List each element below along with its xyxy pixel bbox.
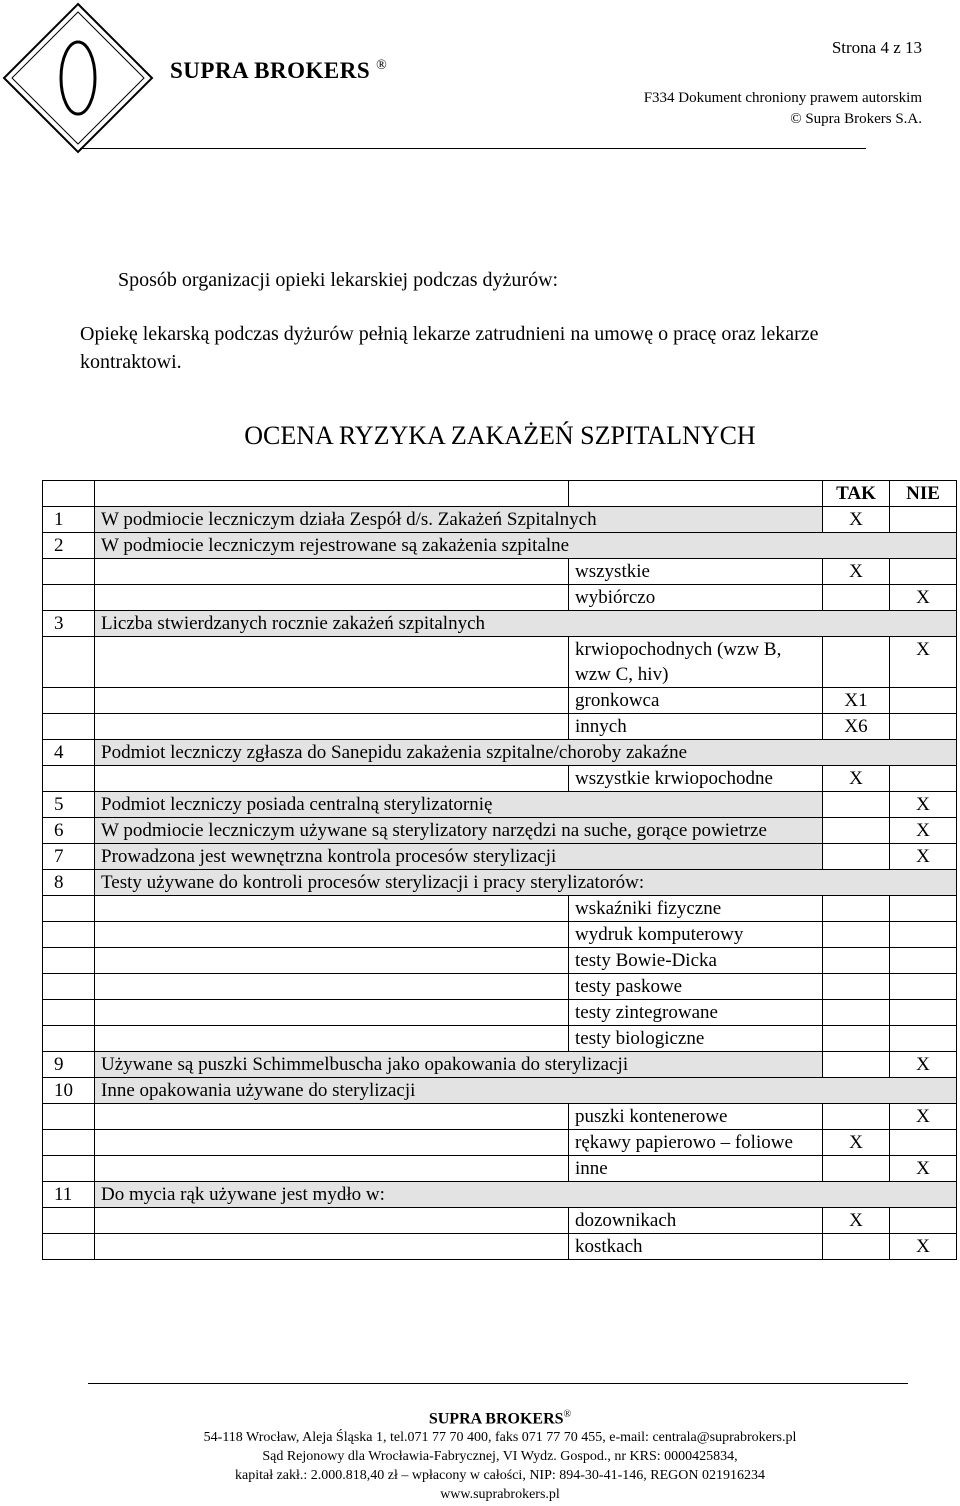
footer xyxy=(0,1405,960,1504)
empty-desc-cell xyxy=(95,714,569,740)
empty-desc-cell xyxy=(95,766,569,792)
answer-yes: X1 xyxy=(823,688,890,714)
answer-no xyxy=(890,922,957,948)
empty-num-cell xyxy=(43,559,95,585)
answer-yes xyxy=(823,585,890,611)
question-number: 2 xyxy=(43,533,95,559)
question-text: W podmiocie leczniczym używane są sterylizatory narzędzi na suche, gorące powietrze xyxy=(95,818,823,844)
question-number: 6 xyxy=(43,818,95,844)
question-text: Inne opakowania używane do sterylizacji xyxy=(95,1078,957,1104)
empty-desc-cell xyxy=(95,637,569,688)
answer-no xyxy=(890,714,957,740)
empty-desc-cell xyxy=(95,585,569,611)
answer-no: X xyxy=(890,637,957,688)
answer-no xyxy=(890,974,957,1000)
answer-no xyxy=(890,896,957,922)
empty-num-cell xyxy=(43,948,95,974)
risk-assessment-table xyxy=(42,480,957,1260)
option-row xyxy=(43,688,957,714)
answer-yes: X xyxy=(823,559,890,585)
section-title: OCENA RYZYKA ZAKAŻEŃ SZPITALNYCH xyxy=(244,421,756,450)
option-label: testy Bowie-Dicka xyxy=(569,948,823,974)
empty-desc-cell xyxy=(95,1130,569,1156)
answer-yes xyxy=(823,1156,890,1182)
option-label: kostkach xyxy=(569,1234,823,1260)
answer-no xyxy=(890,1130,957,1156)
question-text: Prowadzona jest wewnętrzna kontrola procesów sterylizacji xyxy=(95,844,823,870)
question-row xyxy=(43,1052,957,1078)
answer-no xyxy=(890,1208,957,1234)
empty-num-cell xyxy=(43,1234,95,1260)
question-text: Podmiot leczniczy zgłasza do Sanepidu zakażenia szpitalne/choroby zakaźne xyxy=(95,740,957,766)
option-row xyxy=(43,1130,957,1156)
empty-num-cell xyxy=(43,922,95,948)
empty-num-cell xyxy=(43,688,95,714)
empty-desc-cell xyxy=(95,974,569,1000)
answer-no xyxy=(890,559,957,585)
option-label: inne xyxy=(569,1156,823,1182)
empty-desc-cell xyxy=(95,1234,569,1260)
question-row xyxy=(43,1078,957,1104)
table-header-row xyxy=(43,481,957,507)
answer-yes xyxy=(823,637,890,688)
answer-yes xyxy=(823,818,890,844)
question-number: 3 xyxy=(43,611,95,637)
option-row xyxy=(43,1104,957,1130)
answer-no: X xyxy=(890,1234,957,1260)
answer-yes: X xyxy=(823,507,890,533)
document-protection-note xyxy=(644,88,922,130)
answer-no xyxy=(890,1026,957,1052)
empty-desc-cell xyxy=(95,1156,569,1182)
answer-yes xyxy=(823,792,890,818)
footer-capital: kapitał zakł.: 2.000.818,40 zł – wpłacony w całości, NIP: 894-30-41-146, REGON 021916234 xyxy=(235,1468,765,1484)
answer-yes xyxy=(823,896,890,922)
answer-no xyxy=(890,507,957,533)
answer-yes xyxy=(823,1000,890,1026)
empty-desc-cell xyxy=(95,1104,569,1130)
page-number: Strona 4 z 13 xyxy=(831,38,922,57)
question-row xyxy=(43,740,957,766)
option-row xyxy=(43,1234,957,1260)
empty-num-cell xyxy=(43,637,95,688)
option-row xyxy=(43,766,957,792)
header-desc-cell xyxy=(95,481,569,507)
answer-no: X xyxy=(890,1052,957,1078)
option-label: krwiopochodnych (wzw B, wzw C, hiv) xyxy=(569,637,823,688)
option-label: wybiórczo xyxy=(569,585,823,611)
question-text: Używane są puszki Schimmelbuscha jako opakowania do sterylizacji xyxy=(95,1052,823,1078)
option-label: puszki kontenerowe xyxy=(569,1104,823,1130)
question-row xyxy=(43,818,957,844)
option-row xyxy=(43,1208,957,1234)
answer-yes xyxy=(823,922,890,948)
footer-divider xyxy=(88,1383,908,1384)
option-row xyxy=(43,1026,957,1052)
care-organization-heading: Sposób organizacji opieki lekarskiej podczas dyżurów: xyxy=(118,269,559,291)
question-text: Do mycia rąk używane jest mydło w: xyxy=(95,1182,957,1208)
question-text: Testy używane do kontroli procesów sterylizacji i pracy sterylizatorów: xyxy=(95,870,957,896)
answer-no xyxy=(890,766,957,792)
question-number: 11 xyxy=(43,1182,95,1208)
supra-brokers-logo-icon xyxy=(0,0,160,160)
empty-desc-cell xyxy=(95,922,569,948)
question-row xyxy=(43,870,957,896)
option-label: wskaźniki fizyczne xyxy=(569,896,823,922)
empty-num-cell xyxy=(43,1104,95,1130)
option-row xyxy=(43,896,957,922)
copyright-line: © Supra Brokers S.A. xyxy=(790,111,922,127)
answer-yes xyxy=(823,1026,890,1052)
empty-num-cell xyxy=(43,766,95,792)
question-number: 9 xyxy=(43,1052,95,1078)
footer-brand: SUPRA BROKERS® xyxy=(428,1409,572,1428)
header-num-cell xyxy=(43,481,95,507)
answer-no: X xyxy=(890,844,957,870)
answer-no: X xyxy=(890,818,957,844)
empty-num-cell xyxy=(43,1130,95,1156)
answer-yes xyxy=(823,1234,890,1260)
option-label: testy biologiczne xyxy=(569,1026,823,1052)
empty-num-cell xyxy=(43,714,95,740)
header-no: NIE xyxy=(890,481,957,507)
empty-desc-cell xyxy=(95,1026,569,1052)
footer-address: 54-118 Wrocław, Aleja Śląska 1, tel.071 77 70 400, faks 071 77 70 455, e-mail: centrala@suprabrokers.pl xyxy=(203,1430,797,1446)
option-label: testy zintegrowane xyxy=(569,1000,823,1026)
header-yes: TAK xyxy=(823,481,890,507)
option-label: wszystkie krwiopochodne xyxy=(569,766,823,792)
option-label: gronkowca xyxy=(569,688,823,714)
option-label: rękawy papierowo – foliowe xyxy=(569,1130,823,1156)
option-row xyxy=(43,974,957,1000)
empty-num-cell xyxy=(43,896,95,922)
header-sub-cell xyxy=(569,481,823,507)
option-row xyxy=(43,948,957,974)
answer-no: X xyxy=(890,792,957,818)
empty-num-cell xyxy=(43,1026,95,1052)
question-number: 10 xyxy=(43,1078,95,1104)
empty-desc-cell xyxy=(95,559,569,585)
answer-yes: X6 xyxy=(823,714,890,740)
option-row xyxy=(43,714,957,740)
empty-num-cell xyxy=(43,585,95,611)
question-number: 5 xyxy=(43,792,95,818)
question-text: W podmiocie leczniczym rejestrowane są zakażenia szpitalne xyxy=(95,533,957,559)
question-row xyxy=(43,844,957,870)
option-row xyxy=(43,1000,957,1026)
empty-num-cell xyxy=(43,974,95,1000)
answer-yes xyxy=(823,948,890,974)
care-organization-text: Opiekę lekarską podczas dyżurów pełnią lekarze zatrudnieni na umowę o pracę oraz lekarze kontraktowi. xyxy=(80,323,819,373)
answer-yes: X xyxy=(823,1130,890,1156)
footer-court: Sąd Rejonowy dla Wrocławia-Fabrycznej, VI Wydz. Gospod., nr KRS: 0000425834, xyxy=(262,1449,738,1465)
empty-desc-cell xyxy=(95,1000,569,1026)
option-row xyxy=(43,559,957,585)
answer-yes xyxy=(823,1104,890,1130)
option-row xyxy=(43,585,957,611)
registered-mark: ® xyxy=(376,58,388,74)
brand-name: SUPRA BROKERS ® xyxy=(170,58,388,83)
question-row xyxy=(43,507,957,533)
question-row xyxy=(43,1182,957,1208)
answer-no xyxy=(890,1000,957,1026)
empty-desc-cell xyxy=(95,896,569,922)
empty-desc-cell xyxy=(95,948,569,974)
empty-desc-cell xyxy=(95,688,569,714)
empty-num-cell xyxy=(43,1156,95,1182)
answer-no: X xyxy=(890,585,957,611)
answer-yes: X xyxy=(823,1208,890,1234)
question-text: Liczba stwierdzanych rocznie zakażeń szpitalnych xyxy=(95,611,957,637)
answer-no xyxy=(890,688,957,714)
answer-yes xyxy=(823,844,890,870)
answer-no: X xyxy=(890,1156,957,1182)
doc-protection-line: F334 Dokument chroniony prawem autorskim xyxy=(643,90,922,106)
question-number: 1 xyxy=(43,507,95,533)
option-label: wszystkie xyxy=(569,559,823,585)
header-divider xyxy=(80,148,866,149)
empty-desc-cell xyxy=(95,1208,569,1234)
answer-yes xyxy=(823,1052,890,1078)
question-text: W podmiocie leczniczym działa Zespół d/s. Zakażeń Szpitalnych xyxy=(95,507,823,533)
option-row xyxy=(43,922,957,948)
empty-num-cell xyxy=(43,1000,95,1026)
option-row xyxy=(43,637,957,688)
question-number: 8 xyxy=(43,870,95,896)
option-row xyxy=(43,1156,957,1182)
option-label: dozownikach xyxy=(569,1208,823,1234)
question-text: Podmiot leczniczy posiada centralną sterylizatornię xyxy=(95,792,823,818)
question-number: 4 xyxy=(43,740,95,766)
option-label: testy paskowe xyxy=(569,974,823,1000)
question-row xyxy=(43,611,957,637)
option-label: wydruk komputerowy xyxy=(569,922,823,948)
answer-no xyxy=(890,948,957,974)
question-row xyxy=(43,792,957,818)
question-number: 7 xyxy=(43,844,95,870)
empty-num-cell xyxy=(43,1208,95,1234)
answer-no: X xyxy=(890,1104,957,1130)
footer-website: www.suprabrokers.pl xyxy=(440,1487,560,1503)
answer-yes xyxy=(823,974,890,1000)
answer-yes: X xyxy=(823,766,890,792)
question-row xyxy=(43,533,957,559)
option-label: innych xyxy=(569,714,823,740)
